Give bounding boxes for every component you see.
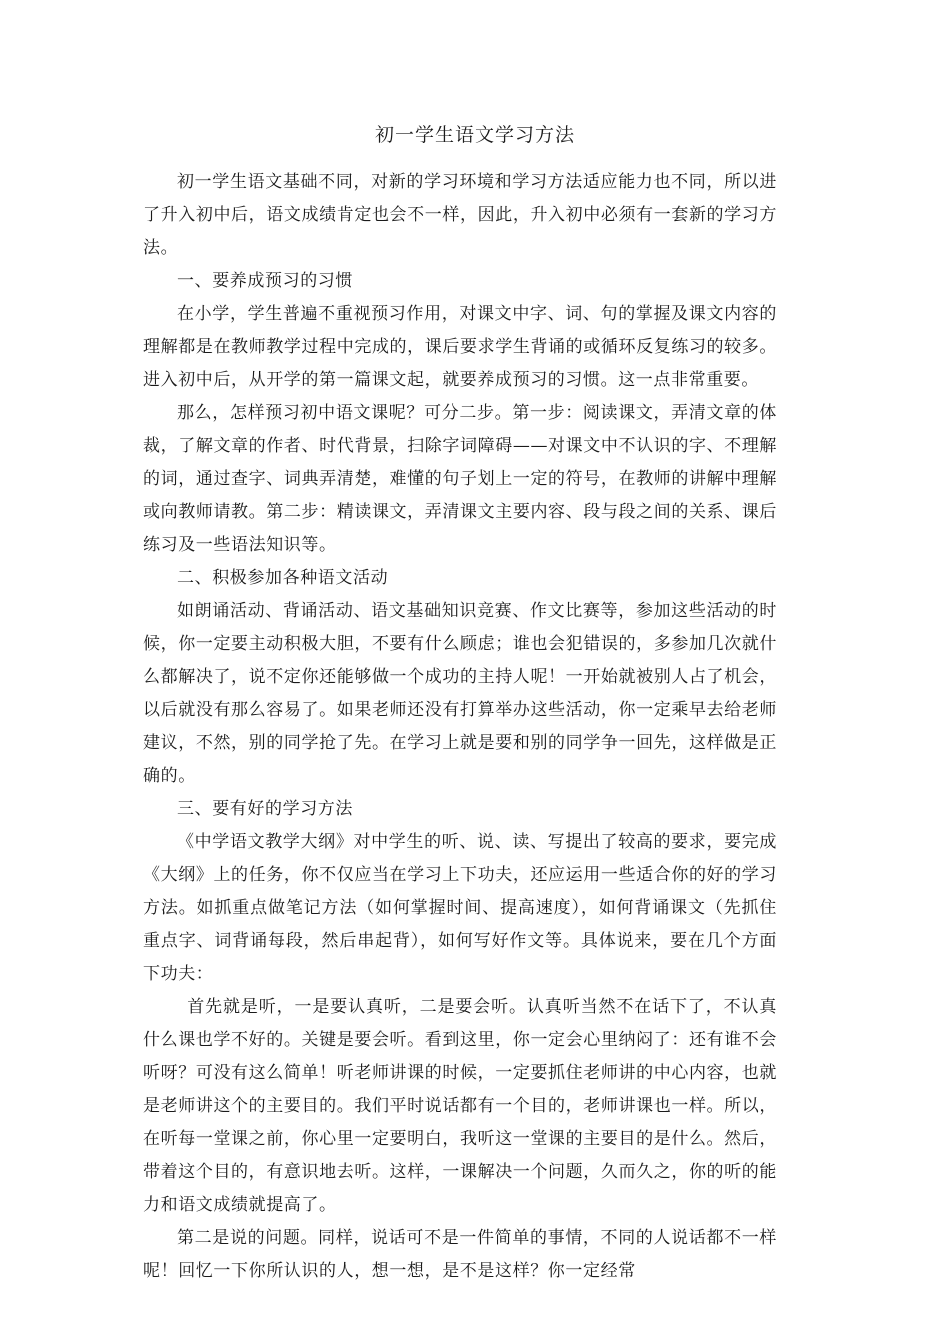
section-heading-activities: 二、积极参加各种语文活动: [177, 568, 389, 588]
section-heading-methods: 三、要有好的学习方法: [177, 799, 353, 819]
paragraph-activities: 如朗诵活动、背诵活动、语文基础知识竞赛、作文比赛等，参加这些活动的时候，你一定要主动积极大胆，不要有什么顾虑；谁也会犯错误的，多参加几次就什么都解决了，说不定你还能够做一个成功的主持人呢！一开始就被别人占了机会，以后就没有那么容易了。如果老师还没有打算举办这些活动，你一定乘早去给老师建议，不然，别的同学抢了先。在学习上就是要和别的同学争一回先，这样做是正确的。: [143, 601, 777, 786]
paragraph-preview-importance: 在小学，学生普遍不重视预习作用，对课文中字、词、句的掌握及课文内容的理解都是在教师教学过程中完成的，课后要求学生背诵的或循环反复练习的较多。进入初中后，从开学的第一篇课文起，就要养成预习的习惯。这一点非常重要。: [143, 304, 777, 390]
document-body: [143, 166, 777, 1288]
paragraph-listening: 首先就是听，一是要认真听，二是要会听。认真听当然不在话下了，不认真什么课也学不好的。关键是要会听。看到这里，你一定会心里纳闷了：还有谁不会听呀？可没有这么简单！听老师讲课的时候，一定要抓住老师讲的中心内容，也就是老师讲这个的主要目的。我们平时说话都有一个目的，老师讲课也一样。所以，在听每一堂课之前，你心里一定要明白，我听这一堂课的主要目的是什么。然后，带着这个目的，有意识地去听。这样，一课解决一个问题，久而久之，你的听的能力和语文成绩就提高了。: [143, 997, 777, 1215]
paragraph-preview-steps: 那么，怎样预习初中语文课呢？可分二步。第一步：阅读课文，弄清文章的体裁，了解文章的作者、时代背景，扫除字词障碍——对课文中不认识的字、不理解的词，通过查字、词典弄清楚，难懂的句子划上一定的符号，在教师的讲解中理解或向教师请教。第二步：精读课文，弄清课文主要内容、段与段之间的关系、课后练习及一些语法知识等。: [143, 403, 777, 555]
document-title: 初一学生语文学习方法: [374, 124, 575, 146]
paragraph-methods: 《中学语文教学大纲》对中学生的听、说、读、写提出了较高的要求，要完成《大纲》上的任务，你不仅应当在学习上下功夫，还应运用一些适合你的好的学习方法。如抓重点做笔记方法（如何掌握时间、提高速度），如何背诵课文（先抓住重点字、词背诵每段，然后串起背），如何写好作文等。具体说来，要在几个方面下功夫：: [143, 832, 777, 984]
intro-paragraph: 初一学生语文基础不同，对新的学习环境和学习方法适应能力也不同，所以进了升入初中后，语文成绩肯定也会不一样，因此，升入初中必须有一套新的学习方法。: [143, 172, 777, 258]
section-heading-preview: 一、要养成预习的习惯: [177, 271, 353, 291]
paragraph-speaking: 第二是说的问题。同样，说话可不是一件简单的事情，不同的人说话都不一样呢！回忆一下你所认识的人，想一想，是不是这样？你一定经常: [143, 1228, 777, 1281]
